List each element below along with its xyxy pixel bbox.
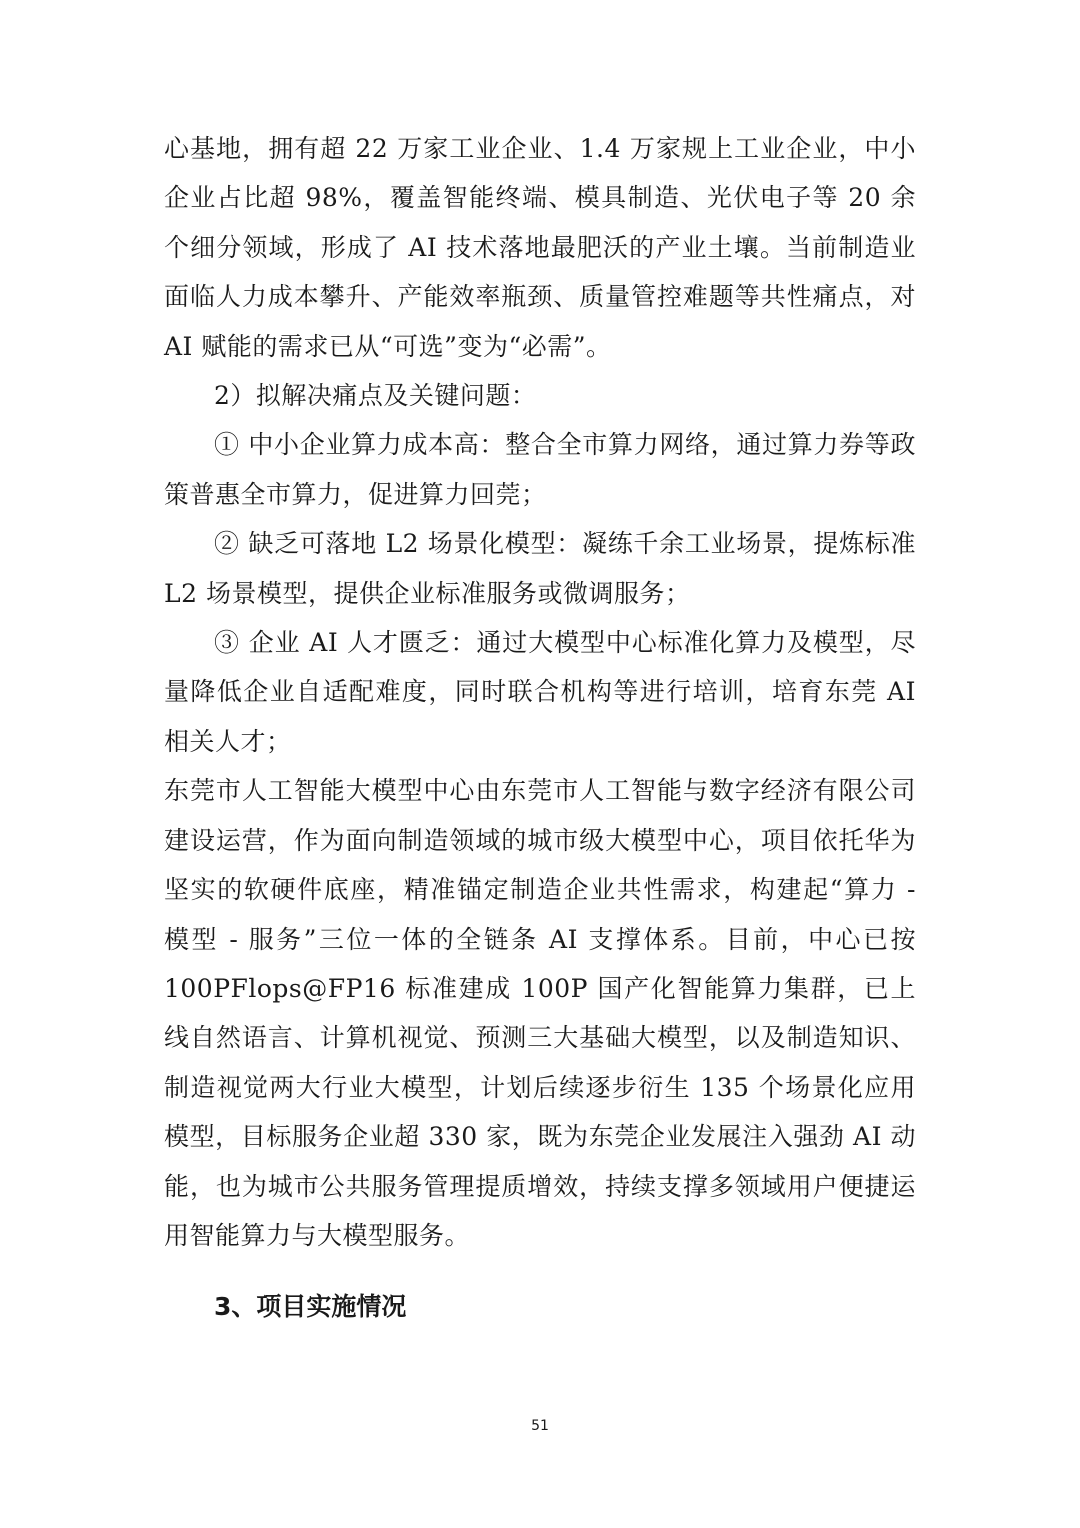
paragraph-pain-point-2: ② 缺乏可落地 L2 场景化模型：凝练千余工业场景，提炼标准 L2 场景模型，提供企业标准服务或微调服务； [164, 529, 916, 608]
paragraph-industry-base: 心基地，拥有超 22 万家工业企业、1.4 万家规上工业企业，中小企业占比超 98%，覆盖智能终端、模具制造、光伏电子等 20 余个细分领域，形成了 AI 技术落地最肥沃的产业土壤。当前制造业面临人力成本攀升、产能效率瓶颈、质量管控难题等共性痛点，对 AI 赋能的需求已从“可选”变为“必需”。 [164, 134, 916, 361]
paragraph-center-overview: 东莞市人工智能大模型中心由东莞市人工智能与数字经济有限公司建设运营，作为面向制造领域的城市级大模型中心，项目依托华为坚实的软硬件底座，精准锚定制造企业共性需求，构建起“算力 - 模型 - 服务”三位一体的全链条 AI 支撑体系。目前，中心已按 100PFlops@FP16 标准建成 100P 国产化智能算力集群，已上线自然语言、计算机视觉、预测三大基础大模型，以及制造知识、制造视觉两大行业大模型，计划后续逐步衍生 135 个场景化应用模型，目标服务企业超 330 家，既为东莞企业发展注入强劲 AI 动能，也为城市公共服务管理提质增效，持续支撑多领域用户便捷运用智能算力与大模型服务。 [164, 776, 916, 1250]
paragraph-pain-point-3: ③ 企业 AI 人才匮乏：通过大模型中心标准化算力及模型，尽量降低企业自适配难度，同时联合机构等进行培训，培育东莞 AI 相关人才； [164, 628, 916, 756]
page-body [164, 124, 916, 1332]
paragraph-pain-points-title: 2）拟解决痛点及关键问题： [214, 381, 537, 411]
paragraph-pain-point-1: ① 中小企业算力成本高：整合全市算力网络，通过算力券等政策普惠全市算力，促进算力回莞； [164, 430, 916, 509]
section-heading: 3、项目实施情况 [214, 1292, 407, 1322]
page-number: 51 [531, 1418, 549, 1434]
